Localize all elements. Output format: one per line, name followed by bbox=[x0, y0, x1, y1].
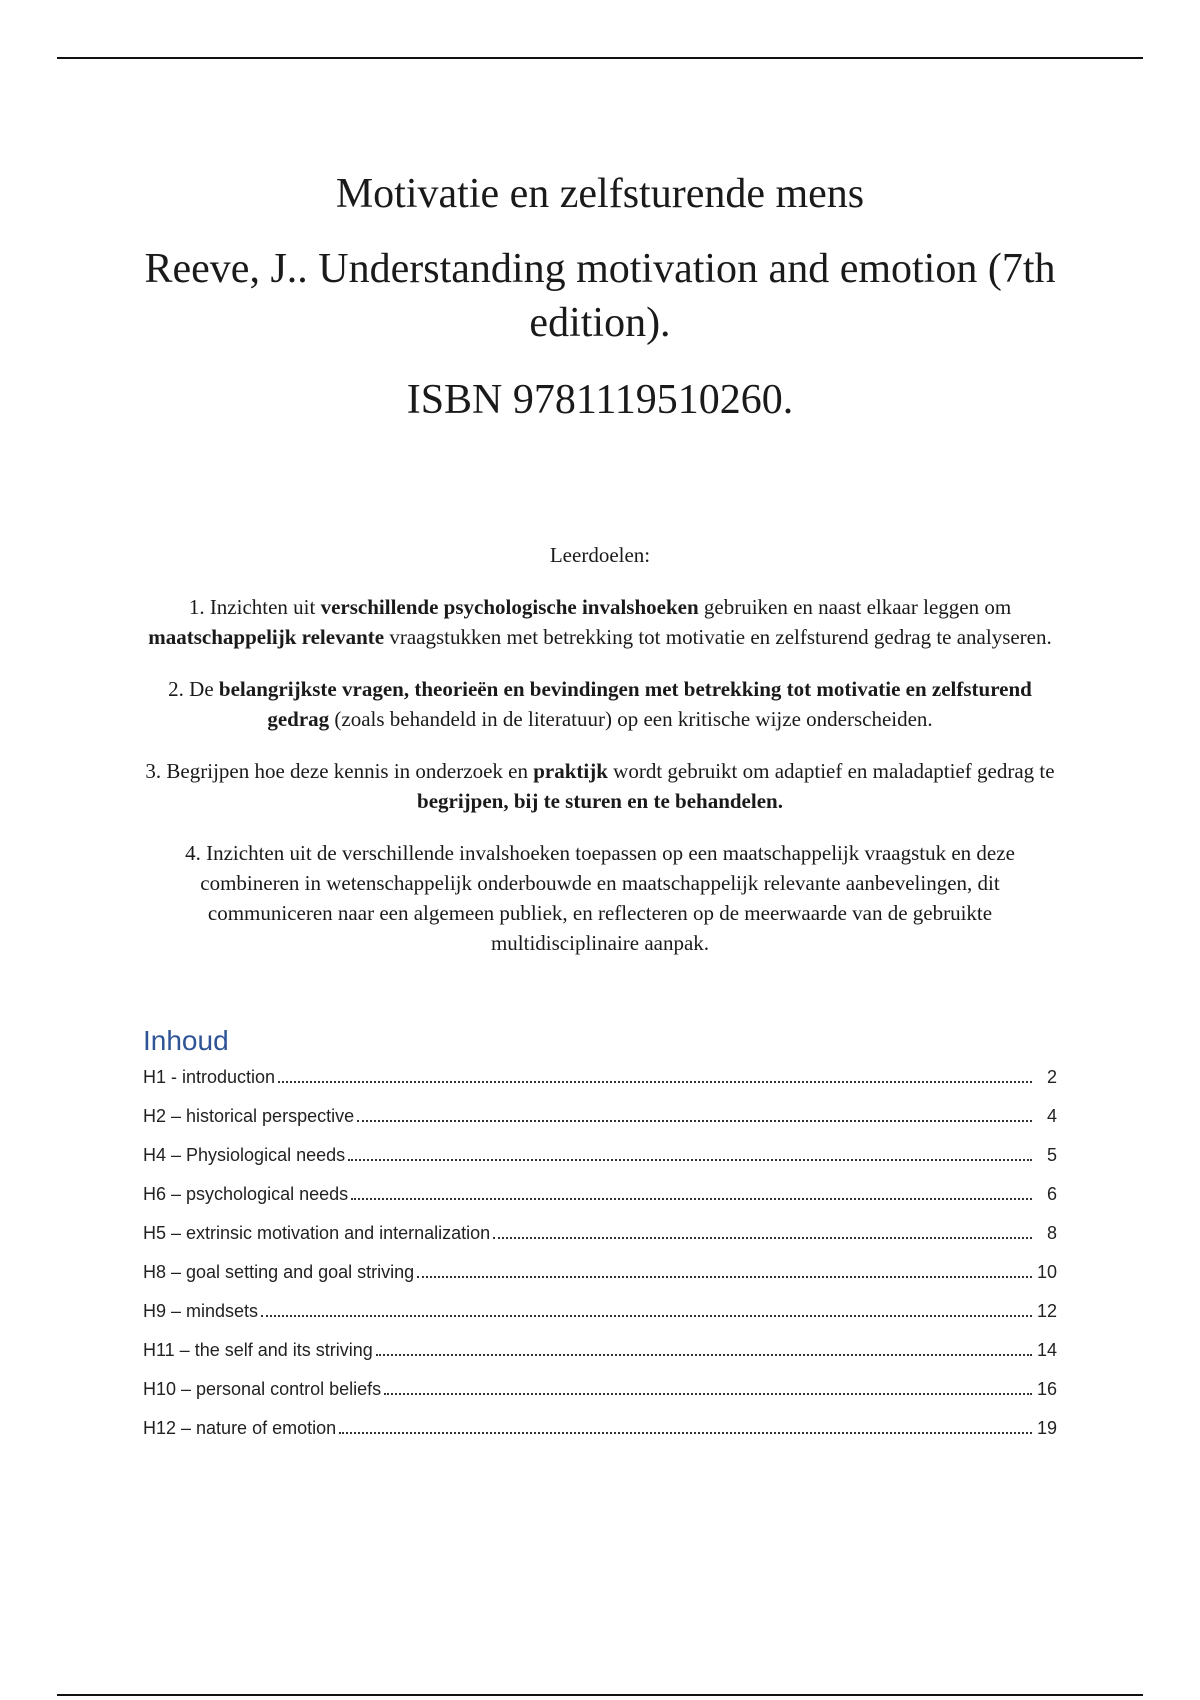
toc-entry[interactable] bbox=[143, 1378, 1057, 1400]
toc-entry[interactable] bbox=[143, 1261, 1057, 1283]
toc-dot-leader bbox=[493, 1237, 1032, 1239]
goal-text: 4. Inzichten uit de verschillende invalshoeken toepassen op een maatschappelijk vraagstuk en deze combineren in wetenschappelijk onderbouwde en maatschappelijk relevante aanbevelingen, dit communiceren naar een algemeen publiek, en reflecteren op de meerwaarde van de gebruikte multidisciplinaire aanpak. bbox=[185, 841, 1015, 955]
goal-text: gebruiken en naast elkaar leggen om bbox=[698, 595, 1012, 619]
toc-entry-page: 8 bbox=[1046, 1223, 1057, 1243]
toc-dot-leader bbox=[417, 1276, 1032, 1278]
goal-text: 1. Inzichten uit bbox=[188, 595, 321, 619]
table-of-contents bbox=[143, 1022, 1057, 1456]
toc-entry[interactable] bbox=[143, 1300, 1057, 1322]
toc-dot-leader bbox=[261, 1315, 1032, 1317]
toc-entry-label: H8 – goal setting and goal striving bbox=[143, 1262, 415, 1282]
toc-dot-leader bbox=[376, 1354, 1032, 1356]
toc-dot-leader bbox=[384, 1393, 1032, 1395]
toc-entry[interactable] bbox=[143, 1222, 1057, 1244]
goal-emphasis: praktijk bbox=[533, 759, 608, 783]
goal-emphasis: begrijpen, bij te sturen en te behandelen. bbox=[417, 789, 783, 813]
toc-entry[interactable] bbox=[143, 1144, 1057, 1166]
top-rule bbox=[57, 57, 1143, 59]
toc-entry-label: H12 – nature of emotion bbox=[143, 1418, 337, 1438]
toc-entry-page: 19 bbox=[1036, 1418, 1057, 1438]
goal-emphasis: maatschappelijk relevante bbox=[148, 625, 385, 649]
learning-goals-heading: Leerdoelen: bbox=[549, 543, 651, 567]
document-title: Motivatie en zelfsturende mens bbox=[335, 171, 865, 217]
goal-emphasis: belangrijkste vragen, theorieën en bevindingen met betrekking tot motivatie en zelfsturend gedrag bbox=[218, 677, 1032, 731]
learning-goal-1 bbox=[140, 592, 1060, 652]
toc-entry-label: H9 – mindsets bbox=[143, 1301, 259, 1321]
toc-entry-page: 14 bbox=[1036, 1340, 1057, 1360]
toc-entry[interactable] bbox=[143, 1105, 1057, 1127]
toc-entry-label: H11 – the self and its striving bbox=[143, 1340, 373, 1360]
learning-goal-3 bbox=[140, 756, 1060, 816]
isbn: ISBN 9781119510260. bbox=[406, 377, 794, 423]
toc-dot-leader bbox=[278, 1081, 1032, 1083]
goal-text: (zoals behandeld in de literatuur) op een kritische wijze onderscheiden. bbox=[329, 707, 933, 731]
toc-entry[interactable] bbox=[143, 1339, 1057, 1361]
toc-entry-page: 10 bbox=[1036, 1262, 1057, 1282]
toc-entry-label: H5 – extrinsic motivation and internalization bbox=[143, 1223, 491, 1243]
learning-goals-list bbox=[140, 592, 1060, 958]
toc-entry-page: 4 bbox=[1046, 1106, 1057, 1126]
toc-dot-leader bbox=[348, 1159, 1032, 1161]
toc-dot-leader bbox=[351, 1198, 1032, 1200]
book-reference: Reeve, J.. Understanding motivation and emotion (7th edition). bbox=[144, 246, 1056, 346]
toc-entry-page: 5 bbox=[1046, 1145, 1057, 1165]
bottom-rule bbox=[57, 1694, 1143, 1696]
toc-entry-label: H2 – historical perspective bbox=[143, 1106, 355, 1126]
title-block bbox=[100, 168, 1100, 426]
toc-list bbox=[143, 1066, 1057, 1439]
learning-goals bbox=[140, 540, 1060, 980]
toc-dot-leader bbox=[339, 1432, 1032, 1434]
toc-entry[interactable] bbox=[143, 1183, 1057, 1205]
toc-entry[interactable] bbox=[143, 1066, 1057, 1088]
goal-text: 3. Begrijpen hoe deze kennis in onderzoek en bbox=[145, 759, 534, 783]
toc-entry-page: 6 bbox=[1046, 1184, 1057, 1204]
goal-text: 2. De bbox=[168, 677, 219, 701]
goal-emphasis: verschillende psychologische invalshoeken bbox=[320, 595, 699, 619]
toc-heading: Inhoud bbox=[143, 1025, 229, 1056]
goal-text: wordt gebruikt om adaptief en maladaptief gedrag te bbox=[607, 759, 1055, 783]
toc-entry-page: 2 bbox=[1046, 1067, 1057, 1087]
toc-entry-label: H10 – personal control beliefs bbox=[143, 1379, 382, 1399]
toc-entry-label: H4 – Physiological needs bbox=[143, 1145, 346, 1165]
toc-entry[interactable] bbox=[143, 1417, 1057, 1439]
learning-goal-4 bbox=[140, 838, 1060, 958]
goal-text: vraagstukken met betrekking tot motivatie en zelfsturend gedrag te analyseren. bbox=[384, 625, 1052, 649]
toc-entry-label: H6 – psychological needs bbox=[143, 1184, 349, 1204]
toc-entry-page: 16 bbox=[1036, 1379, 1057, 1399]
toc-entry-page: 12 bbox=[1036, 1301, 1057, 1321]
learning-goal-2 bbox=[140, 674, 1060, 734]
toc-dot-leader bbox=[357, 1120, 1032, 1122]
toc-entry-label: H1 - introduction bbox=[143, 1067, 276, 1087]
